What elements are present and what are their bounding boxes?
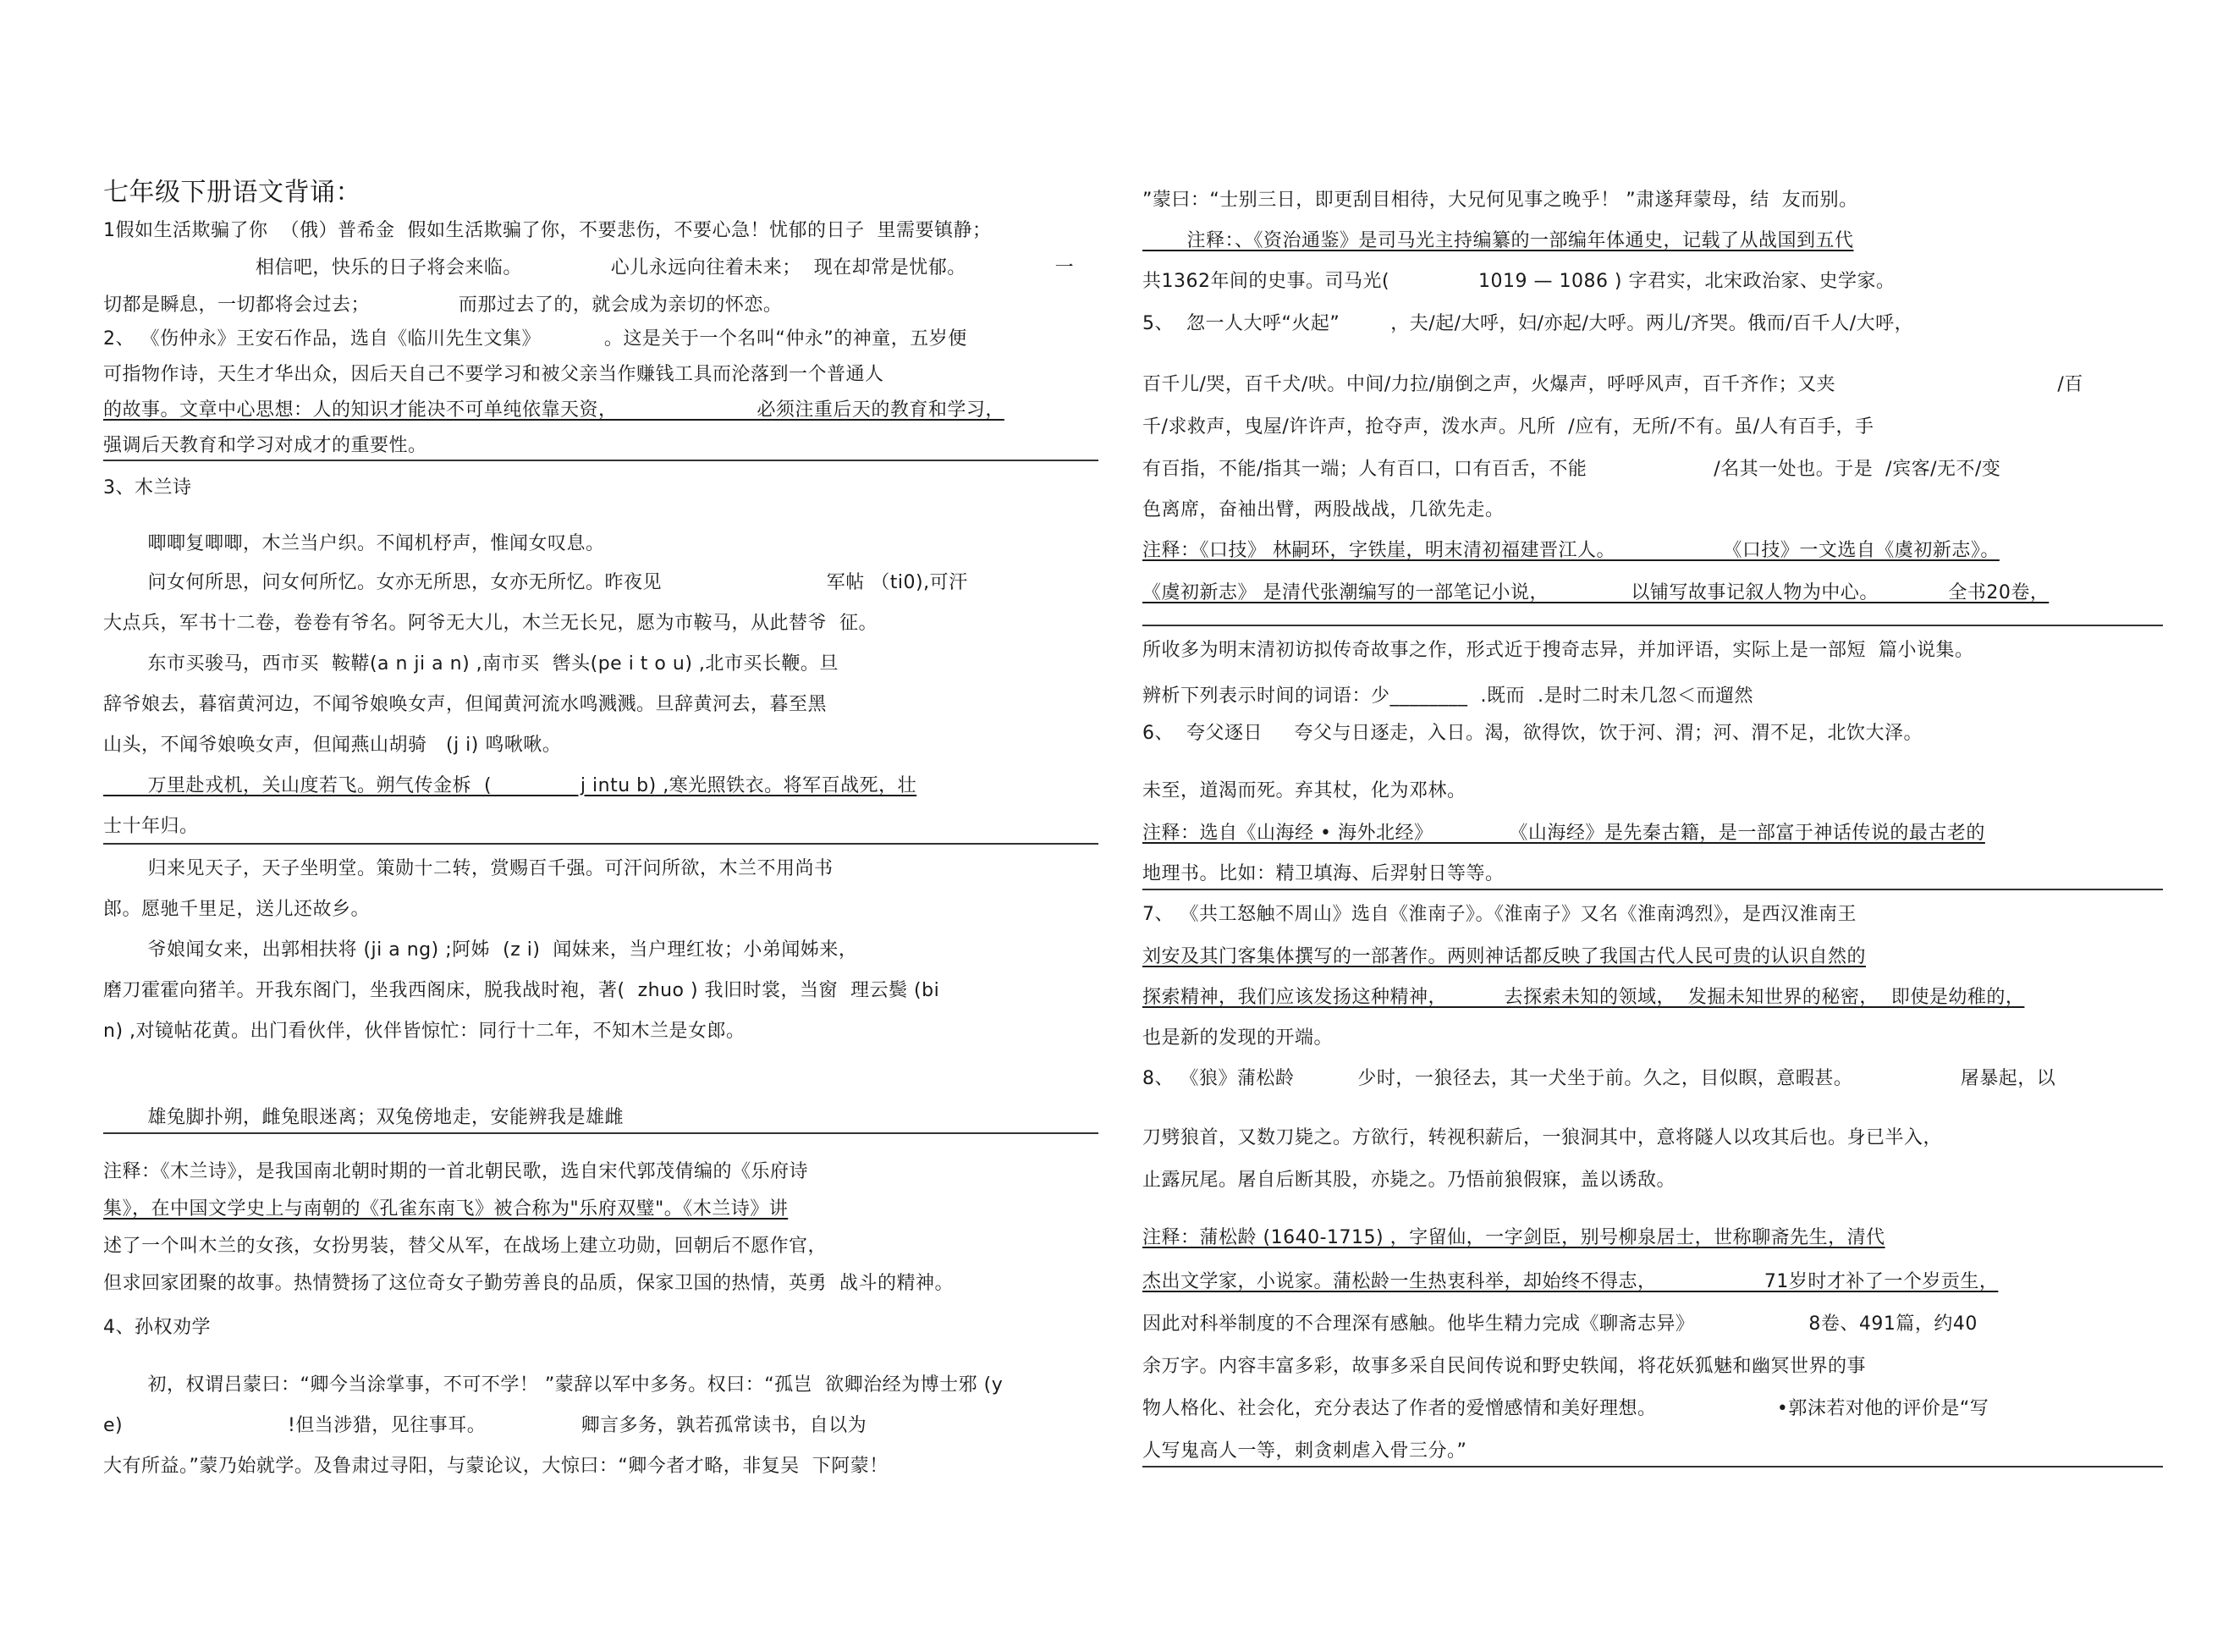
text-line: 士十年归。 <box>103 816 199 837</box>
text-line: 百千儿/哭，百千犬/吠。中间/力拉/崩倒之声，火爆声，呼呼风声，百千齐作；又夹 /百 <box>1142 374 2083 395</box>
divider <box>103 1132 1098 1134</box>
text-line: 注释：《木兰诗》，是我国南北朝时期的一首北朝民歌，选自宋代郭茂倩编的《乐府诗 <box>103 1161 809 1182</box>
text-line: 因此对科举制度的不合理深有感触。他毕生精力完成《聊斋志异》 8卷、491篇，约40 <box>1142 1313 1978 1335</box>
text-line: 注释：《口技》 林嗣环，字铁崖，明末清初福建晋江人。 《口技》一文选自《虞初新志》。 <box>1142 540 2000 561</box>
text-line: 色离席，奋袖出臂，两股战战，几欲先走。 <box>1142 499 1505 520</box>
text-line: 注释：、《资治通鉴》是司马光主持编纂的一部编年体通史，记载了从战国到五代 <box>1142 230 1854 251</box>
text-line: 万里赴戎机，关山度若飞。朔气传金柝 ( j intu b) ,寒光照铁衣。将军百战死，壮 <box>103 775 917 796</box>
text-line: 强调后天教育和学习对成才的重要性。 <box>103 435 427 456</box>
text-line: 5、 忽一人大呼“火起” ，夫/起/大呼，妇/亦起/大呼。两儿/齐哭。俄而/百千人/大呼， <box>1142 313 1914 334</box>
text-line: 大点兵，军书十二卷，卷卷有爷名。阿爷无大儿，木兰无长兄，愿为市鞍马，从此替爷 征。 <box>103 613 878 634</box>
text-line: ”蒙曰：“士别三日，即更刮目相待，大兄何见事之晚乎！ ”肃遂拜蒙母，结 友而别。 <box>1142 190 1858 211</box>
text-line: n) ,对镜帖花黄。出门看伙伴，伙伴皆惊忙：同行十二年，不知木兰是女郎。 <box>103 1021 746 1042</box>
section-heading: 4、孙权劝学 <box>103 1317 211 1338</box>
text-line: 8、 《狼》蒲松龄 少时，一狼径去，其一犬坐于前。久之，目似瞑，意暇甚。 屠暴起，以 <box>1142 1068 2056 1089</box>
text-line: 的故事。文章中心思想：人的知识才能决不可单纯依靠天资， 必须注重后天的教育和学习， <box>103 399 1004 421</box>
text-line: 所收多为明末清初访拟传奇故事之作，形式近于搜奇志异，并加评语，实际上是一部短 篇小说集。 <box>1142 640 1974 661</box>
text-line: 刘安及其门客集体撰写的一部著作。两则神话都反映了我国古代人民可贵的认识自然的 <box>1142 946 1867 967</box>
text-line: 切都是瞬息，一切都将会过去； 而那过去了的，就会成为亲切的怀恋。 <box>103 295 783 316</box>
text-line: 述了一个叫木兰的女孩，女扮男装，替父从军，在战场上建立功勋，回朝后不愿作官， <box>103 1236 828 1257</box>
text-line: 有百指，不能/指其一端；人有百口，口有百舌，不能 /名其一处也。于是 /宾客/无不/变 <box>1142 459 2001 480</box>
text-line: 注释：选自《山海经 • 海外北经》 《山海经》是先秦古籍，是一部富于神话传说的最古老的 <box>1142 823 1985 844</box>
text-line: 共1362年间的史事。司马光( 1019 — 1086 ) 字君实，北宋政治家、史学家。 <box>1142 271 1896 292</box>
text-line: 人写鬼高人一等，刺贪刺虐入骨三分。” <box>1142 1440 1467 1462</box>
text-line: 物人格化、社会化，充分表达了作者的爱憎感情和美好理想。 •郭沫若对他的评价是“写 <box>1142 1398 1989 1419</box>
text-line: 余万字。内容丰富多彩，故事多采自民间传说和野史轶闻，将花妖狐魅和幽冥世界的事 <box>1142 1356 1867 1377</box>
text-line: 刀劈狼首，又数刀毙之。方欲行，转视积薪后，一狼洞其中，意将隧人以攻其后也。身已半入， <box>1142 1127 1943 1148</box>
divider <box>1142 625 2163 626</box>
text-line: 《虞初新志》 是清代张潮编写的一部笔记小说， 以铺写故事记叙人物为中心。 全书20卷， <box>1142 582 2050 603</box>
text-line: 集》，在中国文学史上与南朝的《孔雀东南飞》被合称为"乐府双璧"。《木兰诗》讲 <box>103 1198 789 1220</box>
text-line: 1假如生活欺骗了你 （俄）普希金 假如生活欺骗了你，不要悲伤，不要心急！忧郁的日子 里需要镇静； <box>103 220 992 241</box>
text-line: 归来见天子，天子坐明堂。策勋十二转，赏赐百千强。可汗问所欲，木兰不用尚书 <box>103 858 834 879</box>
text-line: 止露尻尾。屠自后断其股，亦毙之。乃悟前狼假寐，盖以诱敌。 <box>1142 1170 1676 1191</box>
text-line: 大有所益。”蒙乃始就学。及鲁肃过寻阳，与蒙论议，大惊曰：“卿今者才略，非复吴 下阿蒙！ <box>103 1456 889 1477</box>
text-line: 千/求救声，曳屋/许许声，抢夺声，泼水声。凡所 /应有，无所/不有。虽/人有百手，手 <box>1142 416 1874 438</box>
text-line: 问女何所思，问女何所忆。女亦无所思，女亦无所忆。昨夜见 军帖 （ti0),可汗 <box>103 572 968 593</box>
text-line: 6、 夸父逐日 夸父与日逐走，入日。渴，欲得饮，饮于河、渭；河、渭不足，北饮大泽。 <box>1142 723 1923 744</box>
text-line: 唧唧复唧唧，木兰当户织。不闻机杼声，惟闻女叹息。 <box>103 533 605 554</box>
text-line: 未至，道渴而死。弃其杖，化为邓林。 <box>1142 780 1466 801</box>
text-line: 7、 《共工怒触不周山》选自《淮南子》。《淮南子》又名《淮南鸿烈》，是西汉淮南王 <box>1142 904 1857 925</box>
text-line: 雄兔脚扑朔，雌兔眼迷离；双兔傍地走，安能辨我是雄雌 <box>103 1107 624 1128</box>
text-line: 磨刀霍霍向猪羊。开我东阁门，坐我西阁床，脱我战时袍，著( zhuo ) 我旧时裳，当窗 理云鬓 (bi <box>103 980 940 1001</box>
text-line: 地理书。比如：精卫填海、后羿射日等等。 <box>1142 863 1505 884</box>
text-line: e) !但当涉猎，见往事耳。 卿言多务，孰若孤常读书，自以为 <box>103 1415 867 1436</box>
text-line: 东市买骏马，西市买 鞍鞯(a n ji a n) ,南市买 辔头(pe i t o u) ,北市买长鞭。旦 <box>103 653 839 675</box>
text-line: 郎。愿驰千里足，送儿还故乡。 <box>103 899 371 920</box>
text-line: 杰出文学家，小说家。蒲松龄一生热衷科举，却始终不得志， 71岁时才补了一个岁贡生， <box>1142 1271 1999 1292</box>
divider <box>1142 889 2163 890</box>
text-line: 也是新的发现的开端。 <box>1142 1027 1334 1049</box>
text-line: 爷娘闻女来，出郭相扶将 (ji a ng) ;阿姊 (z i) 闻妹来，当户理红妆；小弟闻姊来， <box>103 939 858 961</box>
text-line: 2、 《伤仲永》王安石作品，选自《临川先生文集》 。这是关于一个名叫“仲永”的神童，五岁便 <box>103 328 967 350</box>
text-line: 但求回家团聚的故事。热情赞扬了这位奇女子勤劳善良的品质，保家卫国的热情，英勇 战斗的精神。 <box>103 1273 954 1294</box>
divider <box>1142 1466 2163 1468</box>
text-line: 可指物作诗，天生才华出众，因后天自己不要学习和被父亲当作赚钱工具而沦落到一个普通人 <box>103 364 884 385</box>
text-line: 注释：蒲松龄 (1640-1715) ，字留仙，一字剑臣，别号柳泉居士，世称聊斋先生，清代 <box>1142 1227 1885 1248</box>
text-line: 相信吧，快乐的日子将会来临。 心儿永远向往着未来； 现在却常是忧郁。 一 <box>103 257 1075 278</box>
text-line: 初，权谓吕蒙曰：“卿今当涂掌事，不可不学！ ”蒙辞以军中多务。权曰：“孤岂 欲卿治经为博士邪 (y <box>103 1374 1004 1396</box>
document-title: 七年级下册语文背诵： <box>103 178 361 207</box>
text-line: 探索精神，我们应该发扬这种精神， 去探索未知的领域， 发掘未知世界的秘密， 即使是幼稚的， <box>1142 987 2025 1008</box>
section-heading: 3、木兰诗 <box>103 477 192 498</box>
text-line: 辞爷娘去，暮宿黄河边，不闻爷娘唤女声，但闻黄河流水鸣溅溅。旦辞黄河去，暮至黑 <box>103 694 828 715</box>
divider <box>103 843 1098 845</box>
text-line: 山头，不闻爷娘唤女声，但闻燕山胡骑 (j i) 鸣啾啾。 <box>103 735 562 756</box>
divider <box>103 460 1098 461</box>
text-line: 辨析下列表示时间的词语：少________ .既而 .是时二时未几忽＜而遛然 <box>1142 686 1753 707</box>
